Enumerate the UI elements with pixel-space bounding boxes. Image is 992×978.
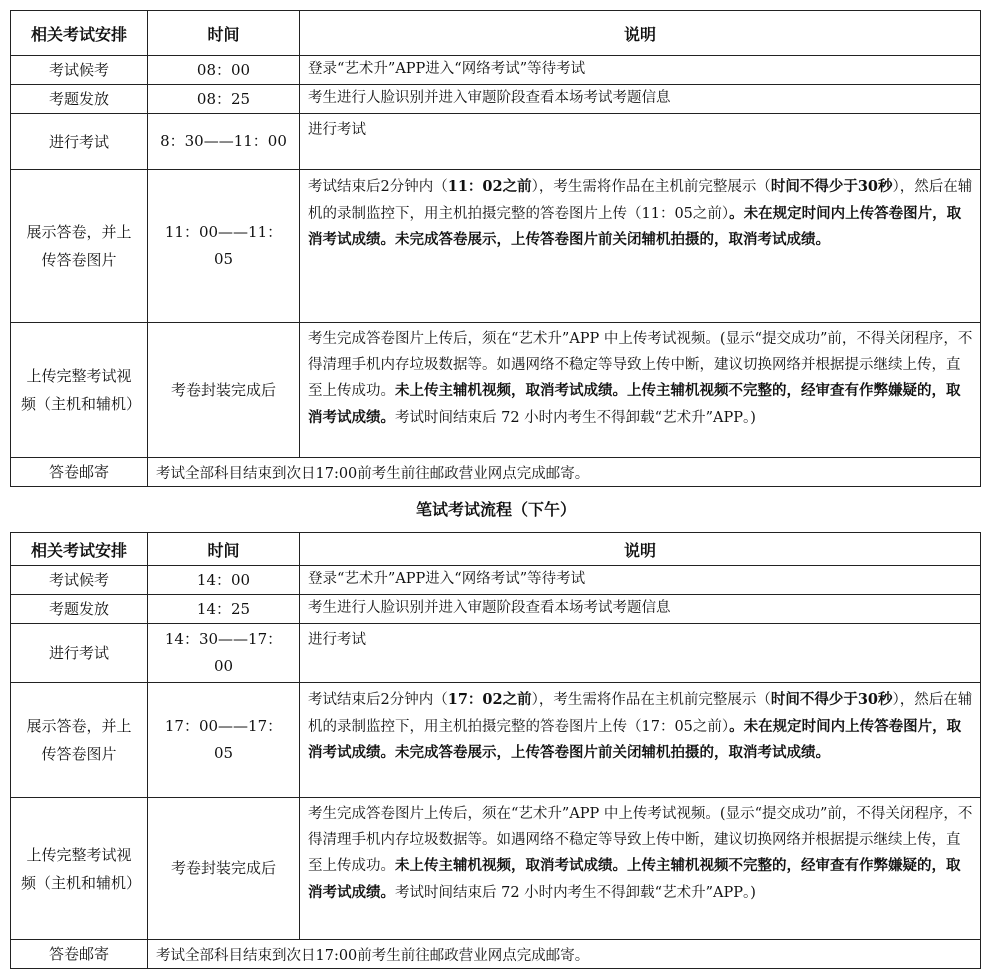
row-time: 14：30——17：00: [148, 624, 300, 683]
table-row: [11, 114, 981, 170]
row-name: 考题发放: [11, 595, 148, 624]
row-desc: 考试结束后2分钟内（17：02之前），考生需将作品在主机前完整展示（时间不得少于30秒），然后在辅机的录制监控下，用主机拍摄完整的答卷图片上传（17：05之前）。未在规定时间内上传答卷图片，取消考试成绩。未完成答卷展示，上传答卷图片前关闭辅机拍摄的，取消考试成绩。: [300, 683, 981, 798]
header-time: 时间: [148, 533, 300, 566]
afternoon-schedule-table: [10, 532, 981, 969]
row-desc: 进行考试: [300, 624, 981, 683]
header-arrangement: 相关考试安排: [11, 533, 148, 566]
table-row: [11, 595, 981, 624]
table-row: [11, 85, 981, 114]
header-description: 说明: [300, 533, 981, 566]
row-name: 考试候考: [11, 566, 148, 595]
header-arrangement: 相关考试安排: [11, 11, 148, 56]
row-name: 上传完整考试视频（主机和辅机）: [11, 323, 148, 458]
table-header-row: [11, 533, 981, 566]
row-time: 14：00: [148, 566, 300, 595]
row-desc: 考试结束后2分钟内（11：02之前），考生需将作品在主机前完整展示（时间不得少于30秒），然后在辅机的录制监控下，用主机拍摄完整的答卷图片上传（11：05之前）。未在规定时间内上传答卷图片，取消考试成绩。未完成答卷展示，上传答卷图片前关闭辅机拍摄的，取消考试成绩。: [300, 170, 981, 323]
afternoon-section-title: 笔试考试流程（下午）: [415, 500, 576, 519]
row-name: 进行考试: [11, 114, 148, 170]
row-time: 08：00: [148, 56, 300, 85]
row-desc: 考生进行人脸识别并进入审题阶段查看本场考试考题信息: [300, 595, 981, 624]
row-name: 考题发放: [11, 85, 148, 114]
row-name: 进行考试: [11, 624, 148, 683]
table-row-display: [11, 683, 981, 798]
table-row: [11, 624, 981, 683]
row-time: 14：25: [148, 595, 300, 624]
row-time: 考卷封装完成后: [148, 798, 300, 940]
row-desc: 考试全部科目结束到次日17:00前考生前往邮政营业网点完成邮寄。: [148, 458, 981, 487]
row-name: 展示答卷，并上传答卷图片: [11, 683, 148, 798]
row-desc: 考生完成答卷图片上传后，须在“艺术升”APP 中上传考试视频。(显示“提交成功”前，不得关闭程序，不得清理手机内存垃圾数据等。如遇网络不稳定等导致上传中断，建议切换网络并根据提示继续上传，直至上传成功。未上传主辅机视频，取消考试成绩。上传主辅机视频不完整的，经审查有作弊嫌疑的，取消考试成绩。考试时间结束后 72 小时内考生不得卸载“艺术升”APP。): [300, 798, 981, 940]
row-desc: 考生进行人脸识别并进入审题阶段查看本场考试考题信息: [300, 85, 981, 114]
row-desc: 考试全部科目结束到次日17:00前考生前往邮政营业网点完成邮寄。: [148, 940, 981, 969]
row-desc: 登录“艺术升”APP进入“网络考试”等待考试: [300, 566, 981, 595]
table-row-video: [11, 798, 981, 940]
row-time: 08：25: [148, 85, 300, 114]
header-time: 时间: [148, 11, 300, 56]
row-name: 答卷邮寄: [11, 458, 148, 487]
row-name: 展示答卷，并上传答卷图片: [11, 170, 148, 323]
table-header-row: [11, 11, 981, 56]
row-desc: 登录“艺术升”APP进入“网络考试”等待考试: [300, 56, 981, 85]
row-name: 答卷邮寄: [11, 940, 148, 969]
row-name: 上传完整考试视频（主机和辅机）: [11, 798, 148, 940]
header-description: 说明: [300, 11, 981, 56]
table-row: [11, 566, 981, 595]
table-row-video: [11, 323, 981, 458]
row-time: 11：00——11：05: [148, 170, 300, 323]
table-row-mail: [11, 940, 981, 969]
row-name: 考试候考: [11, 56, 148, 85]
row-time: 考卷封装完成后: [148, 323, 300, 458]
row-time: 17：00——17：05: [148, 683, 300, 798]
table-row-display: [11, 170, 981, 323]
row-desc: 考生完成答卷图片上传后，须在“艺术升”APP 中上传考试视频。(显示“提交成功”前，不得关闭程序，不得清理手机内存垃圾数据等。如遇网络不稳定等导致上传中断，建议切换网络并根据提示继续上传，直至上传成功。未上传主辅机视频，取消考试成绩。上传主辅机视频不完整的，经审查有作弊嫌疑的，取消考试成绩。考试时间结束后 72 小时内考生不得卸载“艺术升”APP。): [300, 323, 981, 458]
row-desc: 进行考试: [300, 114, 981, 170]
table-row: [11, 56, 981, 85]
table-row-mail: [11, 458, 981, 487]
row-time: 8：30——11：00: [148, 114, 300, 170]
morning-schedule-table: [10, 10, 981, 487]
